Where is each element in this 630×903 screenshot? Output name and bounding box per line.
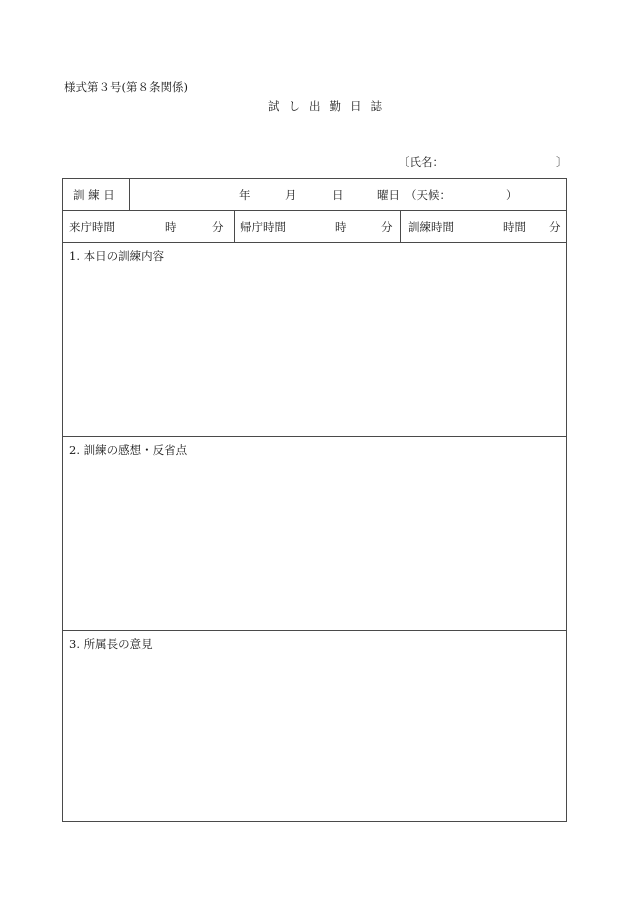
training-date-row	[63, 179, 566, 211]
arrival-min-label: 分	[212, 220, 224, 234]
document-title	[268, 99, 382, 113]
name-field-close: 〕	[556, 155, 568, 169]
divider	[400, 211, 401, 242]
section-supervisor-opinion	[63, 631, 566, 821]
section-title: 3. 所属長の意見	[69, 637, 153, 651]
title-char: 試	[268, 99, 280, 113]
title-char: 誌	[370, 99, 382, 113]
training-min-label: 分	[549, 220, 561, 234]
training-date-label: 訓 練 日	[73, 188, 115, 202]
section-title: 1. 本日の訓練内容	[69, 249, 165, 263]
arrival-time-label: 来庁時間	[69, 220, 115, 234]
title-char: し	[288, 99, 300, 113]
arrival-hour-label: 時	[165, 220, 177, 234]
name-field-label: 〔氏名：	[398, 155, 444, 169]
divider	[129, 179, 130, 210]
year-label: 年	[239, 188, 251, 202]
divider	[234, 211, 235, 242]
weekday-label: 曜日	[377, 188, 400, 202]
title-char: 日	[350, 99, 362, 113]
section-impressions	[63, 437, 566, 631]
month-label: 月	[285, 188, 297, 202]
day-label: 日	[332, 188, 344, 202]
times-row	[63, 211, 566, 243]
return-min-label: 分	[381, 220, 393, 234]
return-time-label: 帰庁時間	[240, 220, 286, 234]
section-title: 2. 訓練の感想・反省点	[69, 443, 188, 457]
title-char: 出	[309, 99, 321, 113]
form-number: 様式第３号(第８条関係)	[64, 80, 188, 94]
weather-label: （天候：	[405, 188, 451, 202]
training-time-label: 訓練時間	[408, 220, 454, 234]
form-table	[62, 178, 567, 822]
return-hour-label: 時	[335, 220, 347, 234]
section-training-content	[63, 243, 566, 437]
weather-close: ）	[506, 188, 518, 202]
title-char: 勤	[329, 99, 341, 113]
training-hours-label: 時間	[503, 220, 526, 234]
